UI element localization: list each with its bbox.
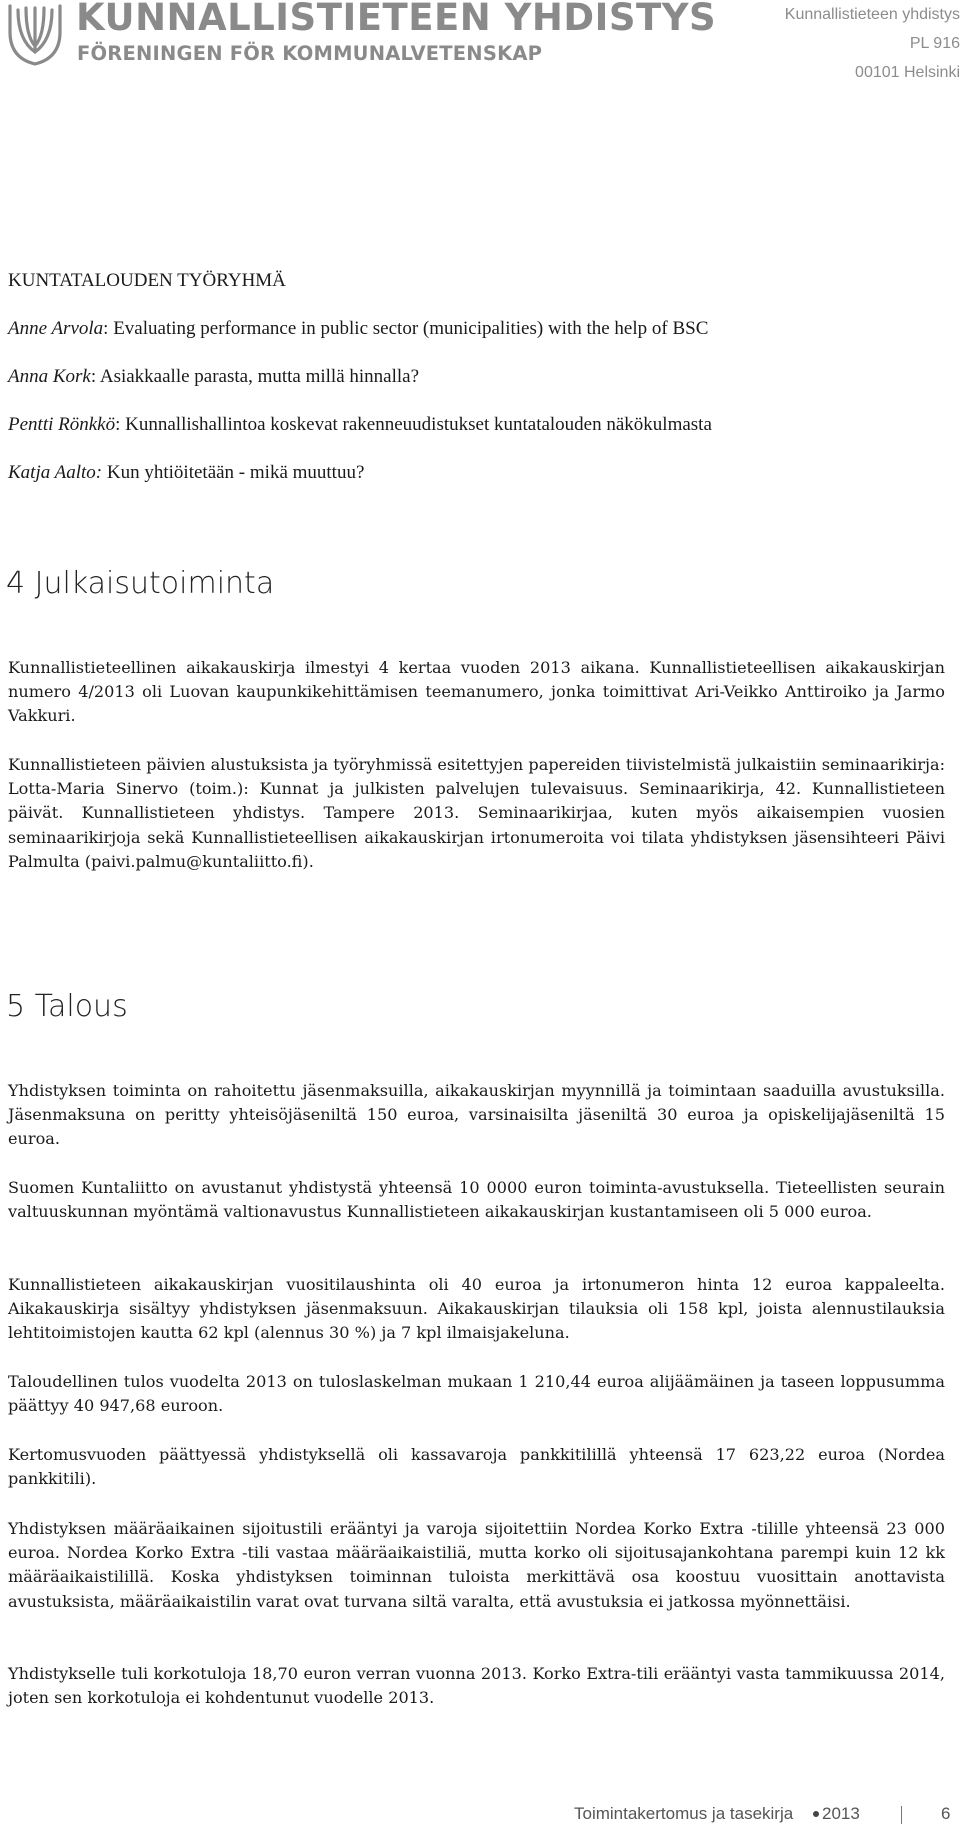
footer-bullet-icon	[813, 1811, 819, 1817]
working-group-heading: KUNTATALOUDEN TYÖRYHMÄ	[8, 270, 286, 291]
talk-author: Pentti Rönkkö	[8, 414, 116, 435]
talk-entry	[8, 318, 708, 340]
address-line: Kunnallistieteen yhdistys	[784, 6, 960, 23]
paragraph: Yhdistykselle tuli korkotuloja 18,70 euron verran vuonna 2013. Korko Extra-tili erääntyi vasta tammikuussa 2014, joten sen korkotuloja ei kohdentunut vuodelle 2013.	[8, 1664, 945, 1708]
talk-title: Evaluating performance in public sector (municipalities) with the help of BSC	[113, 318, 709, 339]
talk-title: Kun yhtiöitetään - mikä muuttuu?	[106, 462, 365, 483]
paragraph: Kunnallistieteen aikakauskirjan vuositilaushinta oli 40 euroa ja irtonumeron hinta 12 euroa kappaleelta. Aikakauskirja sisältyy yhdistyksen jäsenmaksuun. Aikakauskirjan tilauksia oli 158 kpl, joista alennustilauksia lehtitoimistojen kautta 62 kpl (alennus 30 %) ja 7 kpl ilmaisjakeluna.	[8, 1275, 945, 1343]
org-name-finnish: KUNNALLISTIETEEN YHDISTYS	[76, 0, 717, 39]
paragraph: Yhdistyksen toiminta on rahoitettu jäsenmaksuilla, aikakauskirjan myynnillä ja toimintaan saaduilla avustuksilla. Jäsenmaksuna on peritty yhteisöjäseniltä 150 euroa, varsinaisilta jäseniltä 30 euroa ja opiskelijajäseniltä 15 euroa.	[8, 1081, 945, 1149]
page-number: 6	[941, 1804, 951, 1823]
footer-divider	[901, 1806, 902, 1824]
section-heading-finances: 5 Talous	[6, 989, 128, 1024]
section-heading-publications: 4 Julkaisutoiminta	[6, 566, 275, 601]
paragraph: Kunnallistieteen päivien alustuksista ja työryhmissä esitettyjen papereiden tiivistelmistä julkaistiin seminaarikirja: Lotta-Maria Sinervo (toim.): Kunnat ja julkisten palvelujen tulevaisuus. Seminaarikirja, 42. Kunnallistieteen päivät. Kunnallistieteen yhdistys. Tampere 2013. Seminaarikirjaa, kuten myös aikaisempien vuosien seminaarikirjoja sekä Kunnallistieteellisen aikakauskirjan irtonumeroita voi tilata yhdistyksen jäsensihteeri Päivi Palmulta (paivi.palmu@kuntaliitto.fi).	[8, 755, 945, 871]
talk-separator: :	[115, 414, 126, 435]
paragraph: Yhdistyksen määräaikainen sijoitustili erääntyi ja varoja sijoitettiin Nordea Korko Extra -tilille yhteensä 23 000 euroa. Nordea Korko Extra -tili vastaa määräaikaistiliä, mutta korko oli sijoitusajankohtana parempi kuin 12 kk määräaikaistilillä. Koska yhdistyksen toiminnan tuloista merkittävä osa koostuu vuosittain anottavista avustuksista, määräaikaistilin varat ovat turvana siltä varalta, että avustuksia ei jatkossa myönnettäisi.	[8, 1519, 945, 1611]
talk-author: Anne Arvola	[8, 318, 104, 339]
talk-separator: :	[103, 318, 114, 339]
footer-year: 2013	[822, 1804, 860, 1823]
talk-entry	[8, 462, 364, 484]
org-name-swedish: FÖRENINGEN FÖR KOMMUNALVETENSKAP	[77, 42, 543, 65]
talk-author: Anna Kork	[8, 366, 91, 387]
address-line: PL 916	[909, 35, 960, 52]
paragraph: Taloudellinen tulos vuodelta 2013 on tuloslaskelman mukaan 1 210,44 euroa alijäämäinen ja taseen loppusumma päättyy 40 947,68 euroon.	[8, 1372, 945, 1416]
talk-author: Katja Aalto:	[8, 462, 103, 483]
talk-title: Asiakkaalle parasta, mutta millä hinnalla?	[99, 366, 420, 387]
association-logo-icon	[6, 2, 64, 66]
paragraph: Kunnallistieteellinen aikakauskirja ilmestyi 4 kertaa vuoden 2013 aikana. Kunnallistieteellisen aikakauskirjan numero 4/2013 oli Luovan kaupunkikehittämisen teemanumero, jonka toimittivat Ari-Veikko Anttiroiko ja Jarmo Vakkuri.	[8, 658, 945, 726]
address-line: 00101 Helsinki	[855, 64, 960, 81]
talk-separator: :	[90, 366, 100, 387]
talk-title: Kunnallishallintoa koskevat rakenneuudistukset kuntatalouden näkökulmasta	[125, 414, 712, 435]
talk-entry	[8, 366, 419, 388]
paragraph: Kertomusvuoden päättyessä yhdistyksellä oli kassavaroja pankkitilillä yhteensä 17 623,22 euroa (Nordea pankkitili).	[8, 1445, 945, 1489]
paragraph: Suomen Kuntaliitto on avustanut yhdistystä yhteensä 10 0000 euron toiminta-avustuksella. Tieteellisten seurain valtuuskunnan myöntämä valtionavustus Kunnallistieteen aikakauskirjan kustantamiseen oli 5 000 euroa.	[8, 1178, 945, 1222]
postal-address	[785, 0, 960, 87]
footer-document-title: Toimintakertomus ja tasekirja	[574, 1804, 794, 1823]
talk-entry	[8, 414, 712, 436]
